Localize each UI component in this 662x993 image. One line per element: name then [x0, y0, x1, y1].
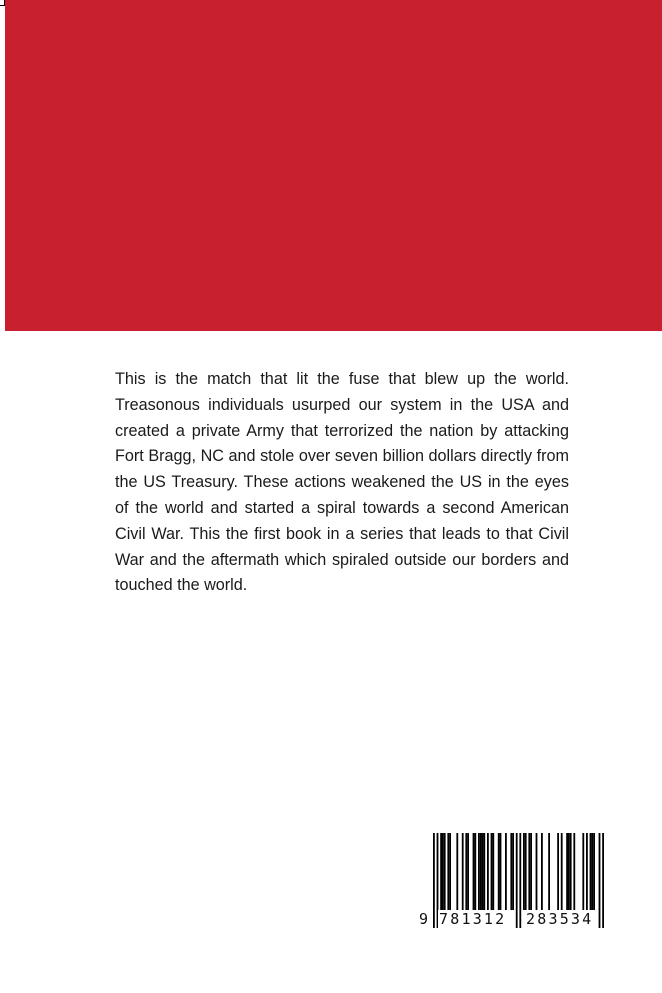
barcode-bar [498, 833, 500, 910]
back-cover-blurb: This is the match that lit the fuse that blew up the world. Treasonous individuals usurped our system in the USA and created a private Army that terrorized the nation by attacking Fort Bragg, NC and stole over seven billion dollars directly from the US Treasury. These actions weakened the US in the eyes of the world and started a spiral towards a second American Civil War. This the first book in a series that leads to that Civil War and the aftermath which spiraled outside our borders and touched the world. [115, 370, 569, 595]
barcode-bar [487, 833, 489, 910]
barcode-bar [444, 833, 446, 910]
barcode-bar [474, 833, 476, 910]
barcode-bar [482, 833, 484, 910]
barcode-bar [536, 833, 538, 910]
barcode-bar [480, 833, 482, 910]
barcode-bar [566, 833, 568, 910]
barcode-bar [568, 833, 570, 910]
barcode-bar [510, 833, 512, 910]
barcode-digits [418, 908, 610, 930]
barcode-bar [449, 833, 451, 910]
barcode-bar [440, 833, 442, 910]
barcode-bar [591, 833, 593, 910]
barcode-bar [442, 833, 444, 910]
barcode-bar [582, 833, 584, 910]
barcode-bar [505, 833, 507, 910]
barcode-bar [557, 833, 559, 910]
barcode-bar [593, 833, 595, 910]
barcode-bar [492, 833, 494, 910]
barcode-bar [590, 833, 592, 910]
barcode-bar [530, 833, 532, 910]
barcode-bar [478, 833, 480, 910]
barcode-bar [462, 833, 464, 910]
barcode-bar [561, 833, 563, 910]
red-cover-band [5, 0, 662, 331]
barcode-bar [573, 833, 575, 910]
barcode-right-group: 283534 [526, 910, 594, 928]
barcode-bar [512, 833, 514, 910]
barcode-bar [528, 833, 530, 910]
barcode-bar [541, 833, 543, 910]
barcode-bar [500, 833, 502, 910]
barcode-bar [473, 833, 475, 910]
barcode-bar [548, 833, 550, 910]
barcode-bar [467, 833, 469, 910]
barcode-bar [523, 833, 525, 910]
barcode-left-group: 781312 [439, 910, 507, 928]
barcode-bar [491, 833, 493, 910]
barcode-bar [586, 833, 588, 910]
barcode-bar [525, 833, 527, 910]
barcode-bar [570, 833, 572, 910]
barcode-bar [465, 833, 467, 910]
barcode-bar [483, 833, 485, 910]
barcode-bar [447, 833, 449, 910]
barcode-bar [456, 833, 458, 910]
barcode-lead-digit: 9 [419, 910, 429, 928]
